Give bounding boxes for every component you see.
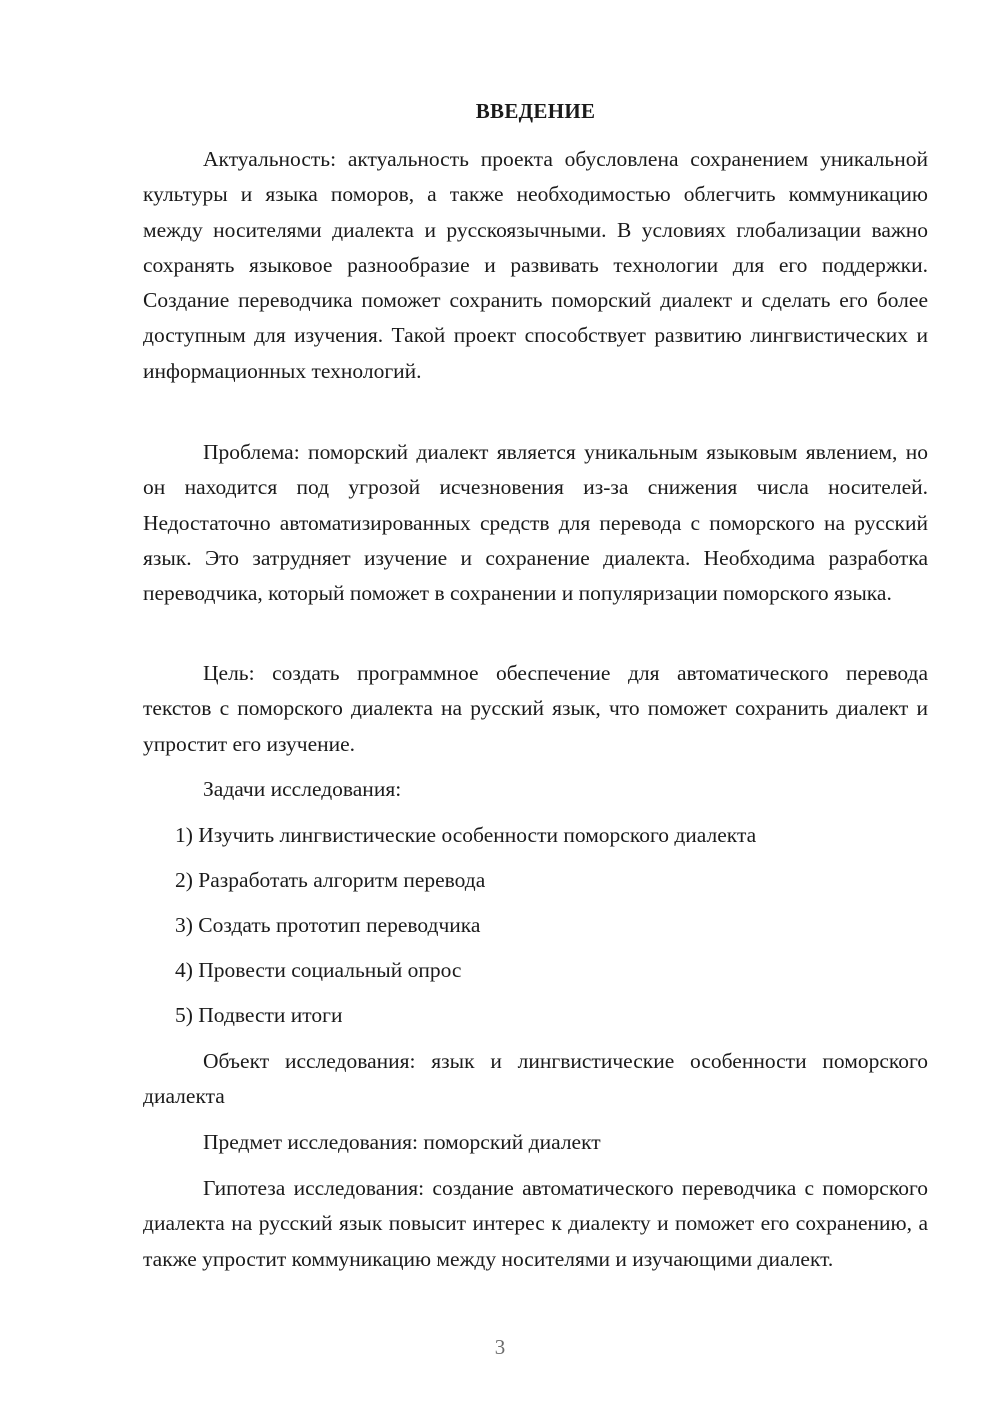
task-item-3: 3) Создать прототип переводчика [175, 913, 481, 937]
problem-paragraph: Проблема: поморский диалект является уникальным языковым явлением, но он находится под угрозой исчезновения из-за снижения числа носителей. Недостаточно автоматизированных средств для перевода с поморского на русский язык. Это затрудняет изучение и сохранение диалекта. Необходима разработка переводчика, который поможет в сохранении и популяризации поморского языка. [143, 440, 928, 606]
page-number: 3 [494, 1335, 506, 1359]
task-item-2: 2) Разработать алгоритм перевода [175, 868, 486, 892]
task-item-4: 4) Провести социальный опрос [175, 958, 462, 982]
object-paragraph: Объект исследования: язык и лингвистические особенности поморского диалекта [143, 1049, 928, 1109]
subject-paragraph: Предмет исследования: поморский диалект [203, 1130, 601, 1154]
goal-paragraph: Цель: создать программное обеспечение для автоматического перевода текстов с поморского диалекта на русский язык, что поможет сохранить диалект и упростит его изучение. [143, 661, 928, 756]
section-title: ВВЕДЕНИЕ [475, 99, 596, 123]
tasks-heading: Задачи исследования: [203, 777, 402, 801]
task-item-1: 1) Изучить лингвистические особенности поморского диалекта [175, 823, 757, 847]
hypothesis-paragraph: Гипотеза исследования: создание автоматического переводчика с поморского диалекта на русский язык повысит интерес к диалекту и поможет его сохранению, а также упростит коммуникацию между носителями и изучающими диалект. [143, 1176, 928, 1271]
relevance-paragraph: Актуальность: актуальность проекта обусловлена сохранением уникальной культуры и языка поморов, а также необходимостью облегчить коммуникацию между носителями диалекта и русскоязычными. В условиях глобализации важно сохранять языковое разнообразие и развивать технологии для его поддержки. Создание переводчика поможет сохранить поморский диалект и сделать его более доступным для изучения. Такой проект способствует развитию лингвистических и информационных технологий. [143, 147, 928, 383]
task-item-5: 5) Подвести итоги [175, 1003, 343, 1027]
